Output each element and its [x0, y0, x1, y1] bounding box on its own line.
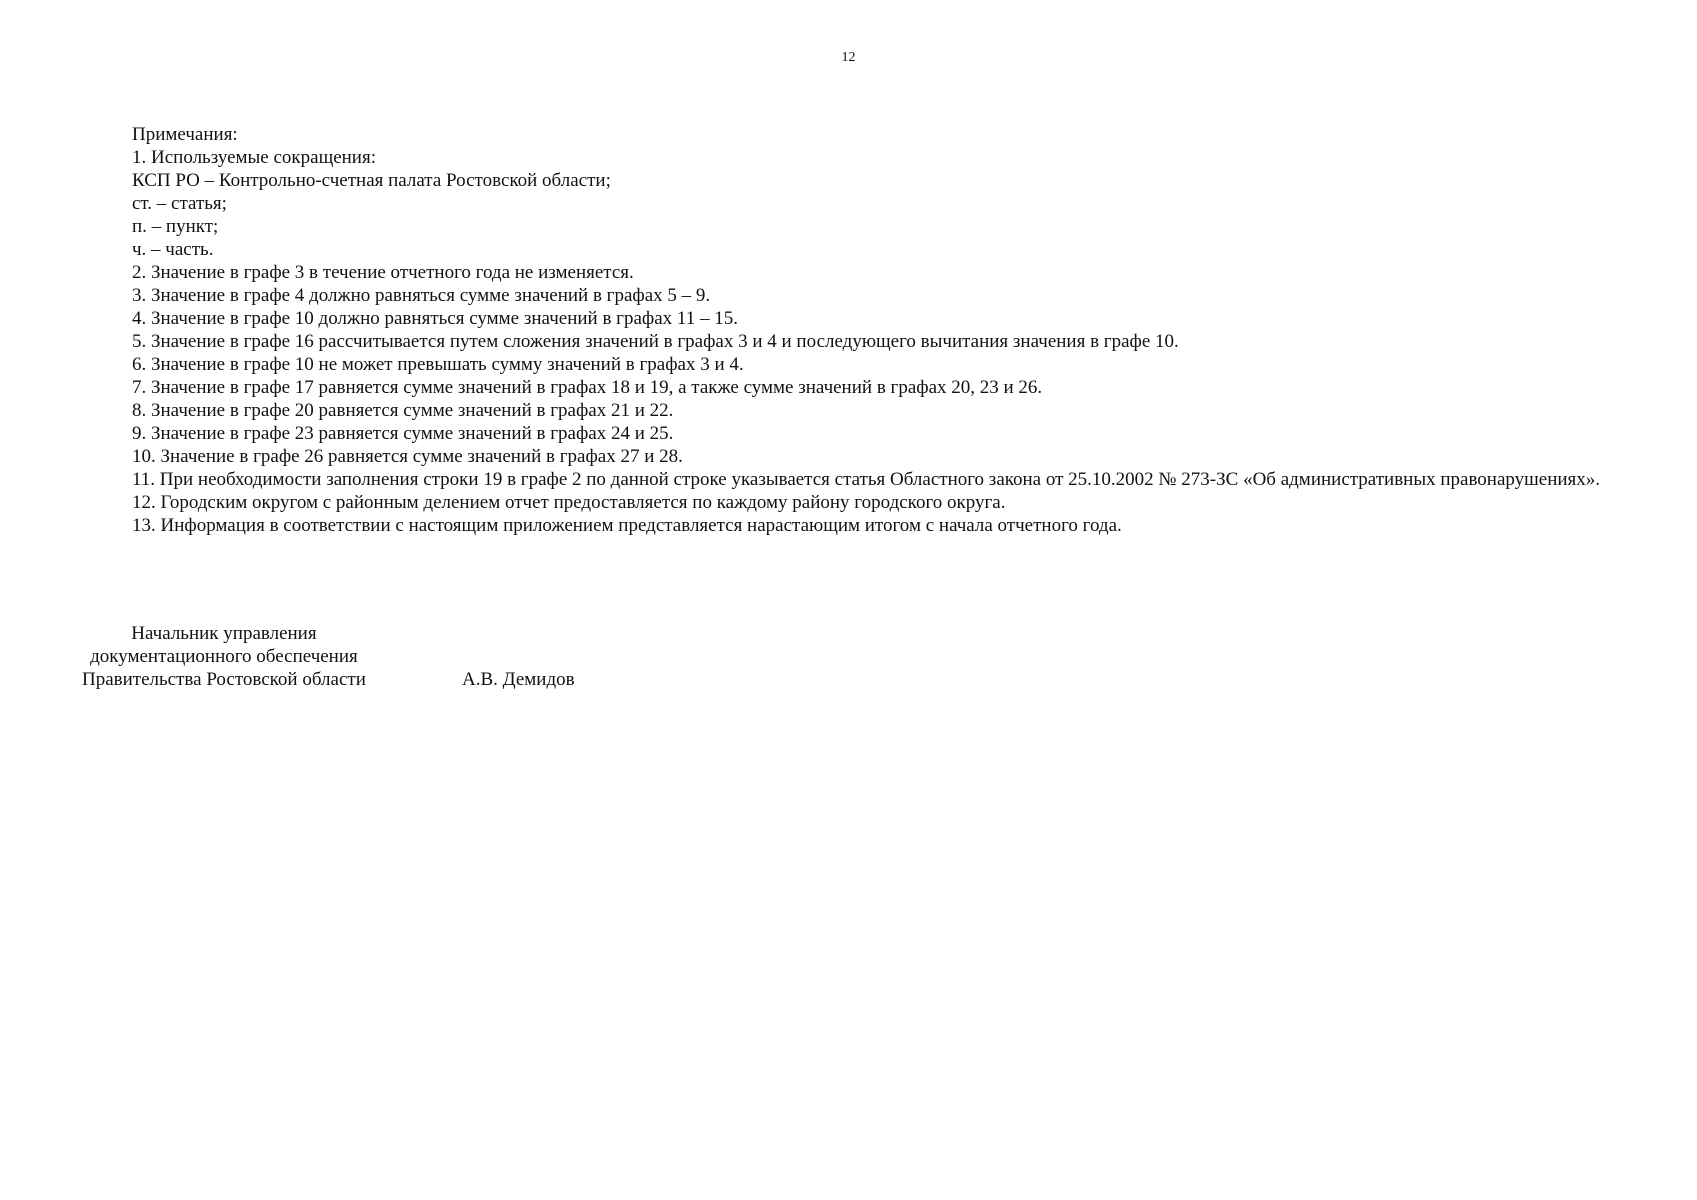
- abbreviation-item: КСП РО – Контрольно-счетная палата Ростовской области;: [132, 170, 611, 191]
- note-item: 6. Значение в графе 10 не может превышать сумму значений в графах 3 и 4.: [132, 354, 744, 375]
- signatory-title-line: Начальник управления: [131, 623, 317, 644]
- note-item: 8. Значение в графе 20 равняется сумме значений в графах 21 и 22.: [132, 400, 674, 421]
- signatory-title: [82, 622, 366, 691]
- notes-section: [82, 123, 1615, 537]
- note-item: 1. Используемые сокращения:: [132, 147, 376, 168]
- note-item: 9. Значение в графе 23 равняется сумме значений в графах 24 и 25.: [132, 423, 674, 444]
- note-item: 2. Значение в графе 3 в течение отчетного года не изменяется.: [132, 262, 634, 283]
- page-number: 12: [841, 50, 856, 65]
- note-item: 12. Городским округом с районным делением отчет предоставляется по каждому району городского округа.: [132, 492, 1006, 513]
- note-item: 3. Значение в графе 4 должно равняться сумме значений в графах 5 – 9.: [132, 285, 711, 306]
- abbreviation-item: п. – пункт;: [132, 216, 219, 237]
- note-item: 5. Значение в графе 16 рассчитывается путем сложения значений в графах 3 и 4 и последующего вычитания значения в графе 10.: [132, 331, 1179, 352]
- signatory-name: А.В. Демидов: [462, 669, 575, 690]
- signature-block: [82, 622, 575, 691]
- note-item: 10. Значение в графе 26 равняется сумме значений в графах 27 и 28.: [132, 446, 683, 467]
- note-item: 13. Информация в соответствии с настоящим приложением представляется нарастающим итогом с начала отчетного года.: [132, 515, 1122, 536]
- note-item: 11. При необходимости заполнения строки 19 в графе 2 по данной строке указывается статья Областного закона от 25.10.2002 № 273-ЗС «Об административных правонарушениях».: [132, 469, 1601, 490]
- signatory-title-line: документационного обеспечения: [90, 646, 358, 667]
- note-item: 7. Значение в графе 17 равняется сумме значений в графах 18 и 19, а также сумме значений в графах 20, 23 и 26.: [132, 377, 1043, 398]
- notes-heading: Примечания:: [132, 124, 238, 145]
- abbreviation-item: ст. – статья;: [132, 193, 227, 214]
- signatory-title-line: Правительства Ростовской области: [82, 669, 366, 690]
- note-item: 4. Значение в графе 10 должно равняться сумме значений в графах 11 – 15.: [132, 308, 738, 329]
- abbreviation-item: ч. – часть.: [132, 239, 214, 260]
